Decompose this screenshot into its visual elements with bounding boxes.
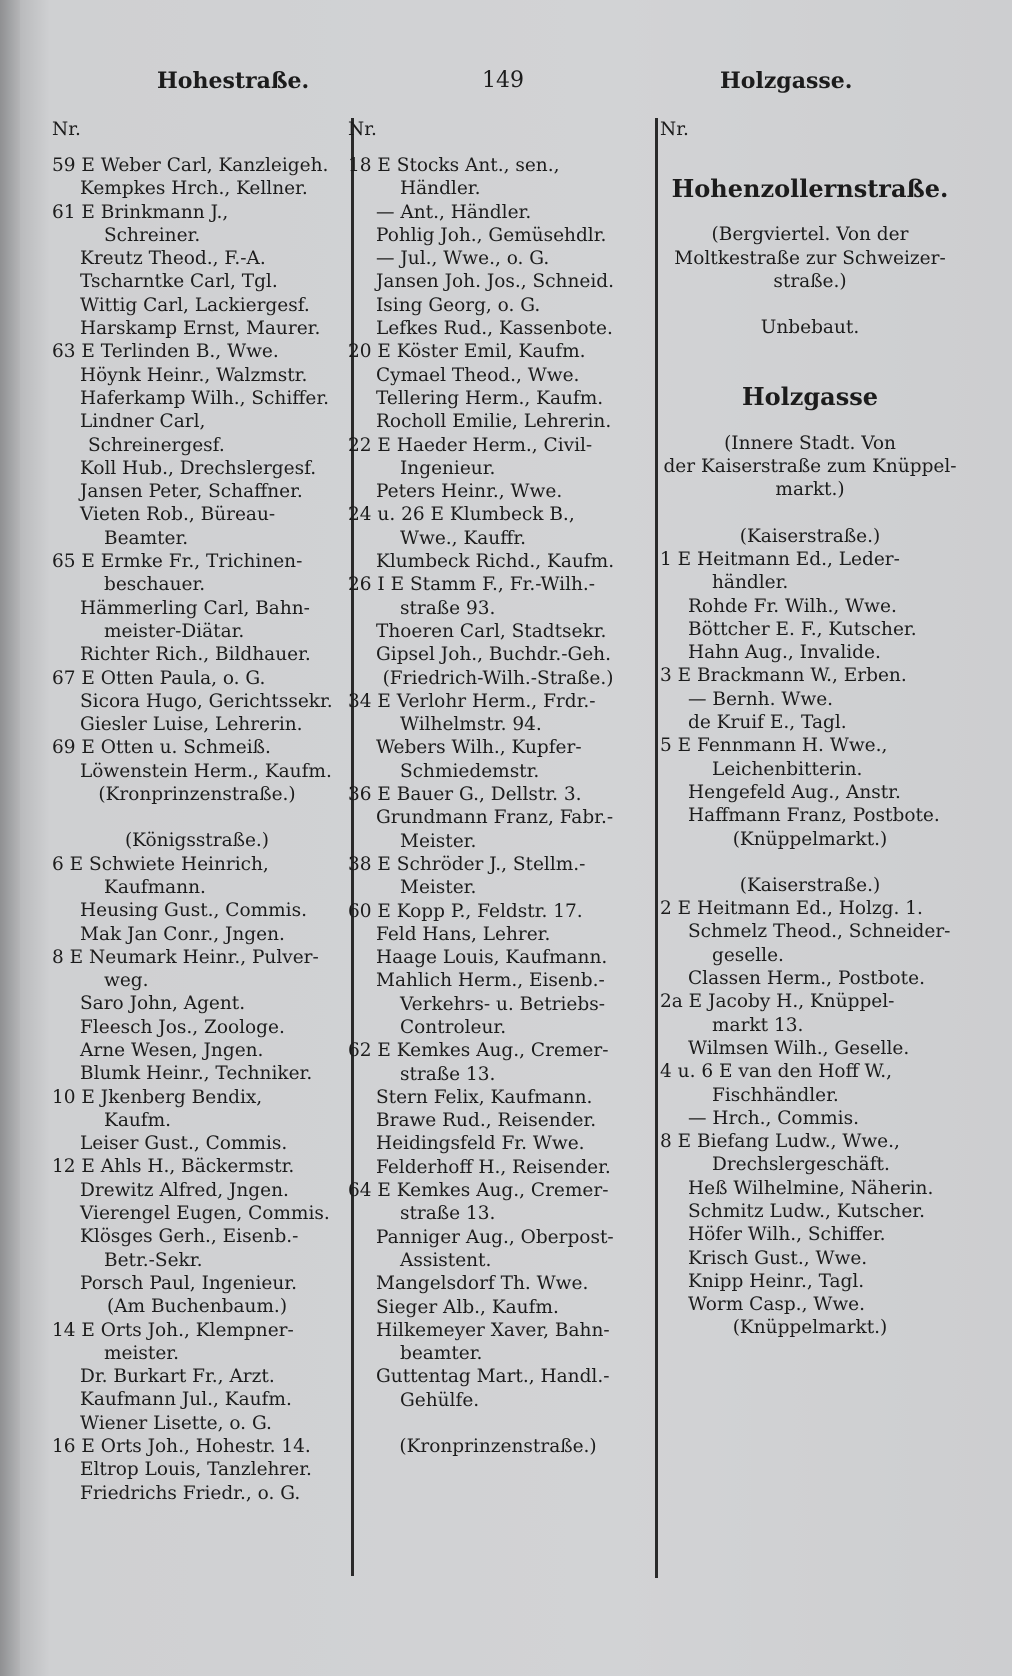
spacer: [660, 502, 960, 525]
entry-line: 60 E Kopp P., Feldstr. 17.: [348, 900, 583, 922]
entry-line: Gipsel Joh., Buchdr.-Geh.: [376, 644, 611, 666]
entry-line: Grundmann Franz, Fabr.-: [376, 807, 614, 829]
entry-line: 4 u. 6 E van den Hoff W.,: [660, 1061, 893, 1083]
entry-line: Löwenstein Herm., Kaufm.: [80, 760, 332, 782]
entry-line: Porsch Paul, Ingenieur.: [80, 1272, 297, 1294]
street-heading: (Innere Stadt. Von: [724, 432, 896, 454]
street-heading: (Knüppelmarkt.): [732, 828, 888, 850]
column-middle: [348, 118, 648, 1458]
entry-line: 1 E Heitmann Ed., Leder-: [660, 548, 900, 570]
spacer: [660, 293, 960, 316]
entry-line: Eltrop Louis, Tanzlehrer.: [80, 1459, 312, 1481]
entry-line: Böttcher E. F., Kutscher.: [688, 618, 917, 640]
entry-line: 6 E Schwiete Heinrich,: [52, 853, 269, 875]
entry-line: Arne Wesen, Jngen.: [80, 1039, 264, 1061]
street-heading: markt.): [775, 479, 845, 501]
entry-line: 3 E Brackmann W., Erben.: [660, 665, 907, 687]
entry-line: 8 E Biefang Ludw., Wwe.,: [660, 1131, 900, 1153]
entry-line: 38 E Schröder J., Stellm.-: [348, 853, 586, 875]
column-right: [660, 118, 960, 1340]
entry-continuation: Schreiner.: [104, 224, 201, 246]
entry-line: Harskamp Ernst, Maurer.: [80, 318, 321, 340]
book-spine-shadow: [0, 0, 20, 1676]
entry-line: Kreutz Theod., F.-A.: [80, 248, 266, 270]
entry-continuation: Leichenbitterin.: [712, 758, 863, 780]
entry-line: 65 E Ermke Fr., Trichinen-: [52, 551, 303, 573]
entry-line: 2 E Heitmann Ed., Holzg. 1.: [660, 898, 923, 920]
street-heading: straße.): [773, 270, 847, 292]
column-nr-label: Nr.: [52, 119, 81, 140]
entry-line: Jansen Peter, Schaffner.: [80, 481, 303, 503]
entry-line: Schmitz Ludw., Kutscher.: [688, 1200, 925, 1222]
entry-line: Höfer Wilh., Schiffer.: [688, 1224, 886, 1246]
entry-line: — Ant., Händler.: [376, 201, 532, 223]
spacer: [52, 806, 342, 829]
entry-line: Lindner Carl, Schreinergesf.: [80, 411, 225, 456]
entry-line: Ising Georg, o. G.: [376, 294, 541, 316]
entry-continuation: beamter.: [400, 1343, 483, 1365]
entry-line: Giesler Luise, Lehrerin.: [80, 714, 303, 736]
entry-line: Guttentag Mart., Handl.-: [376, 1366, 610, 1388]
entry-line: Heusing Gust., Commis.: [80, 900, 307, 922]
entry-line: Worm Casp., Wwe.: [688, 1294, 866, 1316]
entry-line: 63 E Terlinden B., Wwe.: [52, 341, 279, 363]
entry-line: Webers Wilh., Kupfer-: [376, 737, 582, 759]
entry-line: 69 E Otten u. Schmeiß.: [52, 737, 271, 759]
entry-line: Stern Felix, Kaufmann.: [376, 1086, 593, 1108]
entry-line: Mak Jan Conr., Jngen.: [80, 923, 285, 945]
entry-line: Blumk Heinr., Techniker.: [80, 1063, 313, 1085]
entry-line: 16 E Orts Joh., Hohestr. 14.: [52, 1436, 311, 1458]
entry-continuation: Verkehrs- u. Betriebs-: [400, 993, 605, 1015]
entry-line: 64 E Kemkes Aug., Cremer-: [348, 1180, 609, 1202]
street-heading: (Kronprinzenstraße.): [399, 1436, 597, 1458]
street-heading: der Kaiserstraße zum Knüppel-: [663, 456, 957, 478]
page-number: 149: [482, 68, 524, 93]
entry-line: Pohlig Joh., Gemüsehdlr.: [376, 224, 607, 246]
street-title: Holzgasse: [741, 382, 879, 412]
entry-line: Tellering Herm., Kaufm.: [376, 387, 604, 409]
entry-continuation: händler.: [712, 572, 789, 594]
street-heading: (Königsstraße.): [124, 830, 270, 852]
entry-continuation: Meister.: [400, 830, 477, 852]
entry-line: Brawe Rud., Reisender.: [376, 1110, 597, 1132]
entry-line: Mangelsdorf Th. Wwe.: [376, 1273, 589, 1295]
entry-line: Cymael Theod., Wwe.: [376, 364, 580, 386]
header-right-street: Holzgasse.: [720, 68, 853, 94]
entry-line: 20 E Köster Emil, Kaufm.: [348, 341, 586, 363]
entry-continuation: Meister.: [400, 877, 477, 899]
entry-line: Lefkes Rud., Kassenbote.: [376, 318, 613, 340]
entry-continuation: Kaufm.: [104, 1109, 172, 1131]
entry-line: Heidingsfeld Fr. Wwe.: [376, 1133, 585, 1155]
column-nr-label: Nr.: [660, 119, 689, 140]
entry-line: Rocholl Emilie, Lehrerin.: [376, 411, 612, 433]
entry-line: 67 E Otten Paula, o. G.: [52, 667, 266, 689]
street-title: Hohenzollernstraße.: [671, 174, 949, 203]
spacer: [660, 409, 960, 432]
entry-line: Richter Rich., Bildhauer.: [80, 644, 311, 666]
entry-line: Panniger Aug., Oberpost-: [376, 1226, 614, 1248]
entry-line: Vieten Rob., Büreau-: [80, 504, 276, 526]
entry-continuation: beschauer.: [104, 574, 206, 596]
entry-line: Tscharntke Carl, Tgl.: [80, 271, 278, 293]
entry-continuation: weg.: [104, 970, 149, 992]
entry-continuation: meister-Diätar.: [104, 620, 245, 642]
entry-line: Jansen Joh. Jos., Schneid.: [376, 271, 614, 293]
column-nr-label: Nr.: [348, 119, 377, 140]
entry-line: Felderhoff H., Reisender.: [376, 1156, 611, 1178]
entry-line: 24 u. 26 E Klumbeck B.,: [348, 504, 575, 526]
street-heading: (Knüppelmarkt.): [732, 1317, 888, 1339]
entry-line: 61 E Brinkmann J.,: [52, 201, 229, 223]
entry-line: 12 E Ahls H., Bäckermstr.: [52, 1156, 295, 1178]
street-heading: Unbebaut.: [760, 317, 860, 339]
entry-line: 2a E Jacoby H., Knüppel-: [660, 991, 895, 1013]
entry-continuation: straße 93.: [400, 597, 496, 619]
spacer: [660, 200, 960, 223]
entry-continuation: Wwe., Kauffr.: [400, 527, 527, 549]
entry-continuation: Beamter.: [104, 527, 189, 549]
entry-line: Haage Louis, Kaufmann.: [376, 947, 608, 969]
entry-continuation: Ingenieur.: [400, 457, 496, 479]
entry-line: Classen Herm., Postbote.: [688, 968, 925, 990]
entry-continuation: straße 13.: [400, 1203, 496, 1225]
entry-continuation: Wilhelmstr. 94.: [400, 714, 542, 736]
entry-line: Wilmsen Wilh., Geselle.: [688, 1037, 910, 1059]
spacer: [660, 339, 960, 362]
entry-line: Sieger Alb., Kaufm.: [376, 1296, 559, 1318]
entry-line: — Jul., Wwe., o. G.: [376, 248, 550, 270]
entry-continuation: Controleur.: [400, 1016, 507, 1038]
entry-line: 36 E Bauer G., Dellstr. 3.: [348, 784, 582, 806]
entry-line: de Kruif E., Tagl.: [688, 712, 847, 734]
entry-continuation: meister.: [104, 1342, 179, 1364]
header-left-street: Hohestraße.: [157, 68, 310, 94]
entry-line: Knipp Heinr., Tagl.: [688, 1270, 865, 1292]
street-heading: (Friedrich-Wilh.-Straße.): [382, 667, 614, 689]
entry-line: 34 E Verlohr Herm., Frdr.-: [348, 690, 596, 712]
entry-line: Heß Wilhelmine, Näherin.: [688, 1177, 934, 1199]
entry-line: Hahn Aug., Invalide.: [688, 642, 881, 664]
entry-line: Friedrichs Friedr., o. G.: [80, 1482, 301, 1504]
entry-continuation: straße 13.: [400, 1063, 496, 1085]
entry-line: Haffmann Franz, Postbote.: [688, 805, 940, 827]
entry-line: 59 E Weber Carl, Kanzleigeh.: [52, 155, 329, 176]
entry-line: 5 E Fennmann H. Wwe.,: [660, 735, 888, 757]
entry-continuation: geselle.: [712, 944, 784, 966]
entry-line: 10 E Jkenberg Bendix,: [52, 1086, 263, 1108]
entry-line: Thoeren Carl, Stadtsekr.: [376, 620, 607, 642]
entry-line: Wiener Lisette, o. G.: [80, 1412, 272, 1434]
entry-continuation: Händler.: [400, 178, 481, 200]
entry-line: — Bernh. Wwe.: [688, 688, 834, 710]
entry-line: 14 E Orts Joh., Klempner-: [52, 1319, 294, 1341]
entry-line: 18 E Stocks Ant., sen.,: [348, 155, 560, 176]
entry-line: Rohde Fr. Wilh., Wwe.: [688, 595, 897, 617]
entry-line: Hengefeld Aug., Anstr.: [688, 781, 901, 803]
entry-line: Mahlich Herm., Eisenb.-: [376, 970, 605, 992]
entry-line: 22 E Haeder Herm., Civil-: [348, 434, 593, 456]
entry-line: Feld Hans, Lehrer.: [376, 923, 551, 945]
entry-continuation: Kaufmann.: [104, 876, 206, 898]
entry-line: Hilkemeyer Xaver, Bahn-: [376, 1319, 610, 1341]
entry-line: 62 E Kemkes Aug., Cremer-: [348, 1040, 609, 1062]
column-left: [52, 118, 342, 1505]
street-heading: Moltkestraße zur Schweizer-: [674, 247, 946, 269]
street-heading: (Kronprinzenstraße.): [98, 784, 296, 806]
entry-line: Vierengel Eugen, Commis.: [80, 1203, 330, 1225]
entry-continuation: Betr.-Sekr.: [104, 1249, 203, 1271]
street-heading: (Am Buchenbaum.): [106, 1296, 288, 1318]
entry-line: Leiser Gust., Commis.: [80, 1133, 288, 1155]
entry-continuation: Gehülfe.: [400, 1389, 480, 1411]
entry-line: Klösges Gerh., Eisenb.-: [80, 1226, 299, 1248]
entry-continuation: Drechslergeschäft.: [712, 1154, 890, 1176]
street-heading: (Kaiserstraße.): [739, 874, 881, 896]
entry-continuation: Assistent.: [400, 1249, 492, 1271]
entry-line: Haferkamp Wilh., Schiffer.: [80, 387, 330, 409]
entry-line: — Hrch., Commis.: [688, 1107, 859, 1129]
entry-continuation: Fischhändler.: [712, 1084, 839, 1106]
entry-line: Höynk Heinr., Walzmstr.: [80, 364, 308, 386]
entry-line: Schmelz Theod., Schneider-: [688, 921, 951, 943]
column-divider: [655, 118, 658, 1578]
entry-line: Kempkes Hrch., Kellner.: [80, 178, 308, 200]
entry-line: Dr. Burkart Fr., Arzt.: [80, 1366, 275, 1388]
page-header: [20, 68, 1012, 108]
entry-line: 8 E Neumark Heinr., Pulver-: [52, 946, 319, 968]
entry-line: Klumbeck Richd., Kaufm.: [376, 551, 615, 573]
entry-line: Drewitz Alfred, Jngen.: [80, 1179, 289, 1201]
entry-line: Wittig Carl, Lackiergesf.: [80, 294, 310, 316]
entry-continuation: Schmiedemstr.: [400, 760, 540, 782]
entry-line: Saro John, Agent.: [80, 993, 246, 1015]
entry-line: Sicora Hugo, Gerichtssekr.: [80, 690, 333, 712]
street-heading: (Kaiserstraße.): [739, 525, 881, 547]
spacer: [348, 1412, 648, 1435]
street-heading: (Bergviertel. Von der: [711, 224, 909, 246]
entry-line: Hämmerling Carl, Bahn-: [80, 597, 310, 619]
entry-line: Krisch Gust., Wwe.: [688, 1247, 868, 1269]
entry-line: Kaufmann Jul., Kaufm.: [80, 1389, 292, 1411]
spacer: [660, 851, 960, 874]
entry-line: Koll Hub., Drechslergesf.: [80, 457, 317, 479]
entry-line: 26 I E Stamm F., Fr.-Wilh.-: [348, 574, 596, 596]
entry-line: Fleesch Jos., Zoologe.: [80, 1016, 285, 1038]
entry-continuation: markt 13.: [712, 1014, 804, 1036]
entry-line: Peters Heinr., Wwe.: [376, 481, 563, 503]
